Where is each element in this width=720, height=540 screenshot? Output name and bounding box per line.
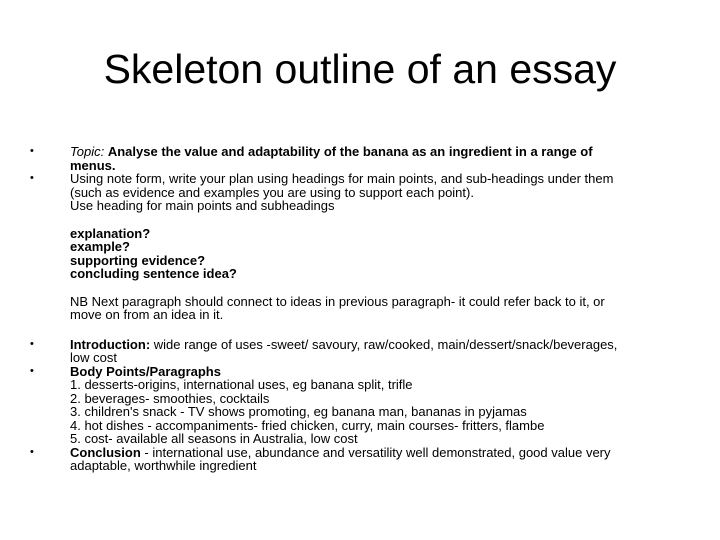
conclusion-line-2: adaptable, worthwhile ingredient bbox=[70, 458, 257, 473]
slide-content bbox=[70, 145, 670, 473]
slide-title: Skeleton outline of an essay bbox=[103, 46, 617, 92]
instructions-line-3: Use heading for main points and subheadings bbox=[70, 198, 335, 213]
prompt-item: explanation? bbox=[70, 225, 151, 241]
topic-item bbox=[70, 145, 670, 172]
body-point: 4. hot dishes - accompaniments- fried chicken, curry, main courses- fritters, flambe bbox=[70, 417, 545, 433]
topic-text: Analyse the value and adaptability of the banana as an ingredient in a range of bbox=[107, 144, 593, 159]
conclusion-item bbox=[70, 446, 670, 473]
body-points-label: • Body Points/Paragraphs bbox=[70, 363, 221, 379]
conclusion-label: Conclusion bbox=[70, 444, 141, 460]
instructions-line-2: (such as evidence and examples you are using to support each point). bbox=[70, 184, 474, 200]
body-point: 3. children's snack - TV shows promoting, eg banana man, bananas in pyjamas bbox=[70, 404, 527, 419]
conclusion-text: - international use, abundance and versatility well demonstrated, good value very bbox=[140, 444, 611, 460]
nb-line-1: NB Next paragraph should connect to ideas in previous paragraph- it could refer back to it, or bbox=[70, 293, 605, 309]
instructions-line-1: • Using note form, write your plan using headings for main points, and sub-headings under them bbox=[70, 171, 614, 186]
introduction-label: Introduction: bbox=[70, 336, 151, 352]
introduction-line-2: low cost bbox=[70, 350, 117, 365]
body-point: 2. beverages- smoothies, cocktails bbox=[70, 390, 270, 406]
introduction-item bbox=[70, 338, 670, 365]
conclusion-line-1 bbox=[70, 446, 670, 460]
prompt-item: concluding sentence idea? bbox=[70, 266, 237, 281]
topic-label: Topic: bbox=[70, 144, 105, 159]
topic-line-1 bbox=[70, 145, 670, 159]
body-points-item bbox=[70, 365, 670, 446]
introduction-text: wide range of uses -sweet/ savoury, raw/cooked, main/dessert/snack/beverages, bbox=[150, 336, 618, 352]
instructions-item bbox=[70, 172, 670, 213]
topic-line-2: menus. bbox=[70, 157, 116, 173]
body-point: 1. desserts-origins, international uses, eg banana split, trifle bbox=[70, 377, 413, 392]
prompt-item: example? bbox=[70, 239, 130, 254]
nb-line-2: move on from an idea in it. bbox=[70, 307, 224, 322]
nb-note bbox=[70, 295, 670, 322]
prompt-list bbox=[70, 227, 670, 281]
body-point: 5. cost- available all seasons in Australia, low cost bbox=[70, 431, 358, 446]
prompt-item: supporting evidence? bbox=[70, 252, 206, 268]
introduction-line-1 bbox=[70, 338, 670, 352]
